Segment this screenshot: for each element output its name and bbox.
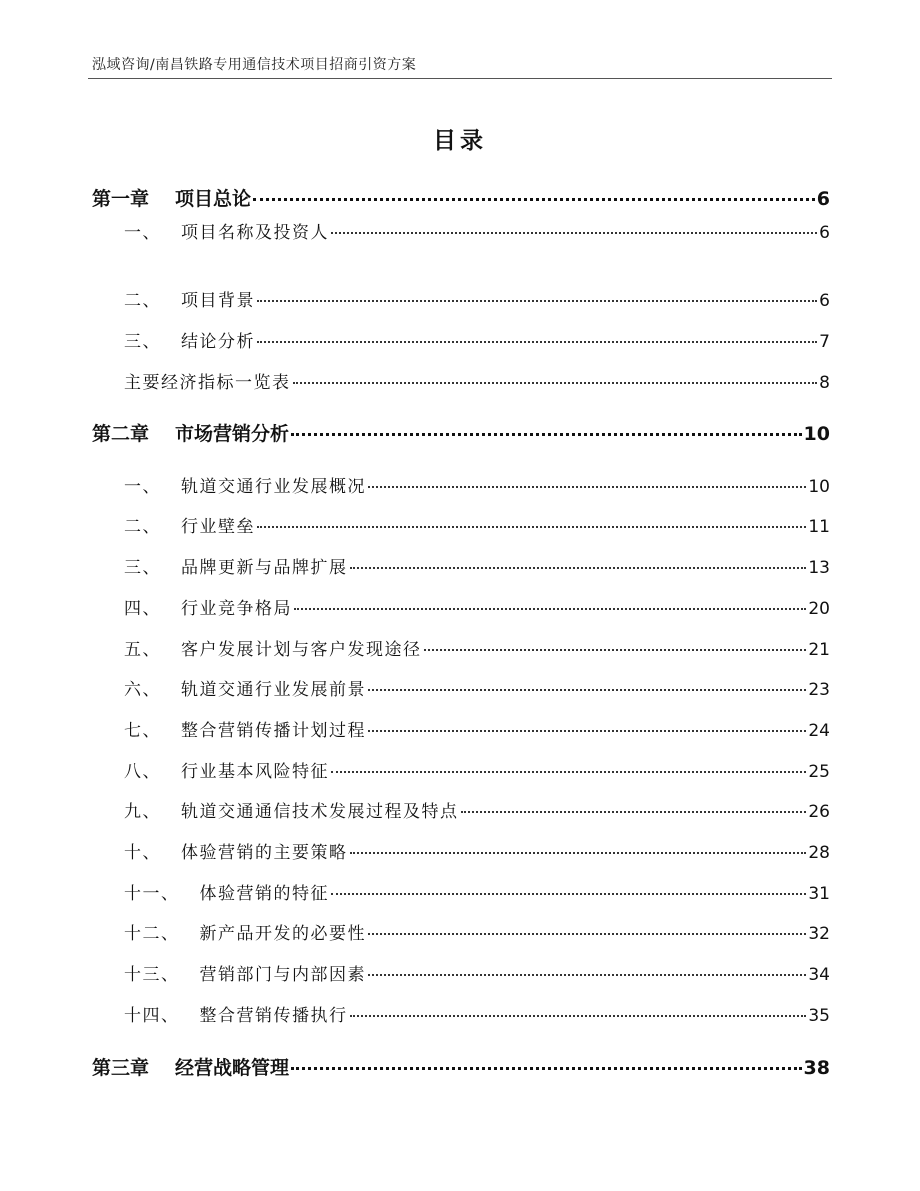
toc-entry-page: 10 xyxy=(808,477,830,497)
toc-entry-title: 品牌更新与品牌扩展 xyxy=(181,558,348,578)
toc-entry-page: 28 xyxy=(808,843,830,863)
toc-entry-title: 客户发展计划与客户发现途径 xyxy=(181,640,422,660)
toc-entry-number: 十一、 xyxy=(124,884,180,904)
toc-entry-title: 项目背景 xyxy=(181,291,255,311)
toc-entry-number: 九、 xyxy=(124,802,161,822)
toc-entry-title: 轨道交通行业发展概况 xyxy=(181,477,366,497)
toc-section[interactable] xyxy=(92,716,830,741)
toc-entry-page: 6 xyxy=(816,188,830,210)
toc-entry-number: 十三、 xyxy=(124,965,180,985)
toc-entry-number: 十、 xyxy=(124,843,161,863)
toc-chapter-3[interactable] xyxy=(92,1053,830,1080)
toc-entry-number: 六、 xyxy=(124,680,161,700)
toc-section[interactable] xyxy=(92,512,830,537)
toc-dot-leader xyxy=(291,433,802,436)
toc-dot-leader xyxy=(293,382,818,384)
toc-entry-title: 体验营销的主要策略 xyxy=(181,843,348,863)
toc-section[interactable] xyxy=(92,594,830,619)
toc-entry-page: 11 xyxy=(808,517,830,537)
toc-entry-page: 34 xyxy=(808,965,830,985)
toc-section[interactable] xyxy=(92,838,830,863)
toc-entry-page: 21 xyxy=(808,640,830,660)
toc-section[interactable] xyxy=(92,327,830,352)
toc-entry-number: 三、 xyxy=(124,332,161,352)
toc-dot-leader xyxy=(291,1067,802,1070)
toc-entry-title: 项目总论 xyxy=(175,188,252,210)
toc-dot-leader xyxy=(331,771,806,773)
toc-entry-title: 新产品开发的必要性 xyxy=(199,924,366,944)
toc-entry-title: 轨道交通通信技术发展过程及特点 xyxy=(181,802,459,822)
header-divider xyxy=(88,78,832,79)
toc-dot-leader xyxy=(257,341,817,343)
toc-dot-leader xyxy=(350,567,807,569)
toc-dot-leader xyxy=(461,811,807,813)
toc-entry-page: 26 xyxy=(808,802,830,822)
toc-dot-leader xyxy=(368,689,806,691)
toc-entry-number: 十四、 xyxy=(124,1006,180,1026)
toc-chapter-2[interactable] xyxy=(92,419,830,446)
toc-entry-page: 10 xyxy=(803,423,830,445)
toc-dot-leader xyxy=(368,486,806,488)
toc-entry-title: 行业壁垒 xyxy=(181,517,255,537)
toc-dot-leader xyxy=(257,526,806,528)
toc-dot-leader xyxy=(350,852,807,854)
toc-dot-leader xyxy=(294,608,806,610)
toc-section[interactable] xyxy=(92,635,830,660)
toc-entry-number: 三、 xyxy=(124,558,161,578)
toc-section[interactable] xyxy=(92,553,830,578)
toc-section[interactable] xyxy=(92,286,830,311)
toc-section[interactable] xyxy=(92,797,830,822)
toc-entry-page: 23 xyxy=(808,680,830,700)
toc-entry-page: 31 xyxy=(808,884,830,904)
toc-entry-title: 结论分析 xyxy=(181,332,255,352)
toc-entry-title: 项目名称及投资人 xyxy=(181,223,329,243)
toc-entry-title: 整合营销传播执行 xyxy=(199,1006,348,1026)
toc-section[interactable] xyxy=(92,960,830,985)
toc-entry-title: 主要经济指标一览表 xyxy=(124,373,291,393)
toc-entry-number: 七、 xyxy=(124,721,161,741)
toc-entry-page: 32 xyxy=(808,924,830,944)
toc-section[interactable] xyxy=(92,368,830,393)
toc-entry-page: 24 xyxy=(808,721,830,741)
toc-dot-leader xyxy=(368,974,806,976)
toc-entry-title: 行业基本风险特征 xyxy=(181,762,329,782)
toc-entry-page: 20 xyxy=(808,599,830,619)
toc-dot-leader xyxy=(253,198,815,201)
toc-entry-number: 二、 xyxy=(124,517,161,537)
toc-dot-leader xyxy=(350,1015,807,1017)
toc-title: 目录 xyxy=(433,128,487,154)
toc-entry-page: 8 xyxy=(819,373,830,393)
toc-entry-title: 体验营销的特征 xyxy=(199,884,329,904)
toc-entry-number: 五、 xyxy=(124,640,161,660)
toc-section[interactable] xyxy=(92,757,830,782)
toc-entry-number: 一、 xyxy=(124,223,161,243)
toc-entry-number: 第二章 xyxy=(92,423,150,445)
toc-entry-number: 十二、 xyxy=(124,924,180,944)
toc-entry-title: 市场营销分析 xyxy=(175,423,290,445)
toc-dot-leader xyxy=(331,232,817,234)
toc-section[interactable] xyxy=(92,218,830,243)
toc-section[interactable] xyxy=(92,675,830,700)
toc-section[interactable] xyxy=(92,472,830,497)
toc-entry-title: 营销部门与内部因素 xyxy=(199,965,366,985)
toc-dot-leader xyxy=(257,300,817,302)
toc-dot-leader xyxy=(424,649,807,651)
toc-entry-title: 整合营销传播计划过程 xyxy=(181,721,366,741)
toc-entry-page: 13 xyxy=(808,558,830,578)
toc-entry-number: 第一章 xyxy=(92,188,150,210)
toc-entry-page: 6 xyxy=(819,223,830,243)
toc-section[interactable] xyxy=(92,919,830,944)
toc-dot-leader xyxy=(331,893,806,895)
toc-dot-leader xyxy=(368,730,806,732)
toc-entry-page: 38 xyxy=(803,1057,830,1079)
toc-chapter-1[interactable] xyxy=(92,184,830,211)
toc-entry-title: 经营战略管理 xyxy=(175,1057,290,1079)
toc-entry-page: 35 xyxy=(808,1006,830,1026)
toc-entry-title: 行业竞争格局 xyxy=(181,599,292,619)
toc-entry-number: 八、 xyxy=(124,762,161,782)
toc-section[interactable] xyxy=(92,879,830,904)
page-header: 泓域咨询/南昌铁路专用通信技术项目招商引资方案 xyxy=(92,57,417,73)
toc-entry-page: 6 xyxy=(819,291,830,311)
toc-entry-page: 7 xyxy=(819,332,830,352)
toc-entry-number: 一、 xyxy=(124,477,161,497)
toc-section[interactable] xyxy=(92,1001,830,1026)
toc-entry-number: 四、 xyxy=(124,599,161,619)
toc-dot-leader xyxy=(368,933,806,935)
toc-entry-title: 轨道交通行业发展前景 xyxy=(181,680,366,700)
toc-entry-number: 第三章 xyxy=(92,1057,150,1079)
toc-entry-number: 二、 xyxy=(124,291,161,311)
toc-entry-page: 25 xyxy=(808,762,830,782)
